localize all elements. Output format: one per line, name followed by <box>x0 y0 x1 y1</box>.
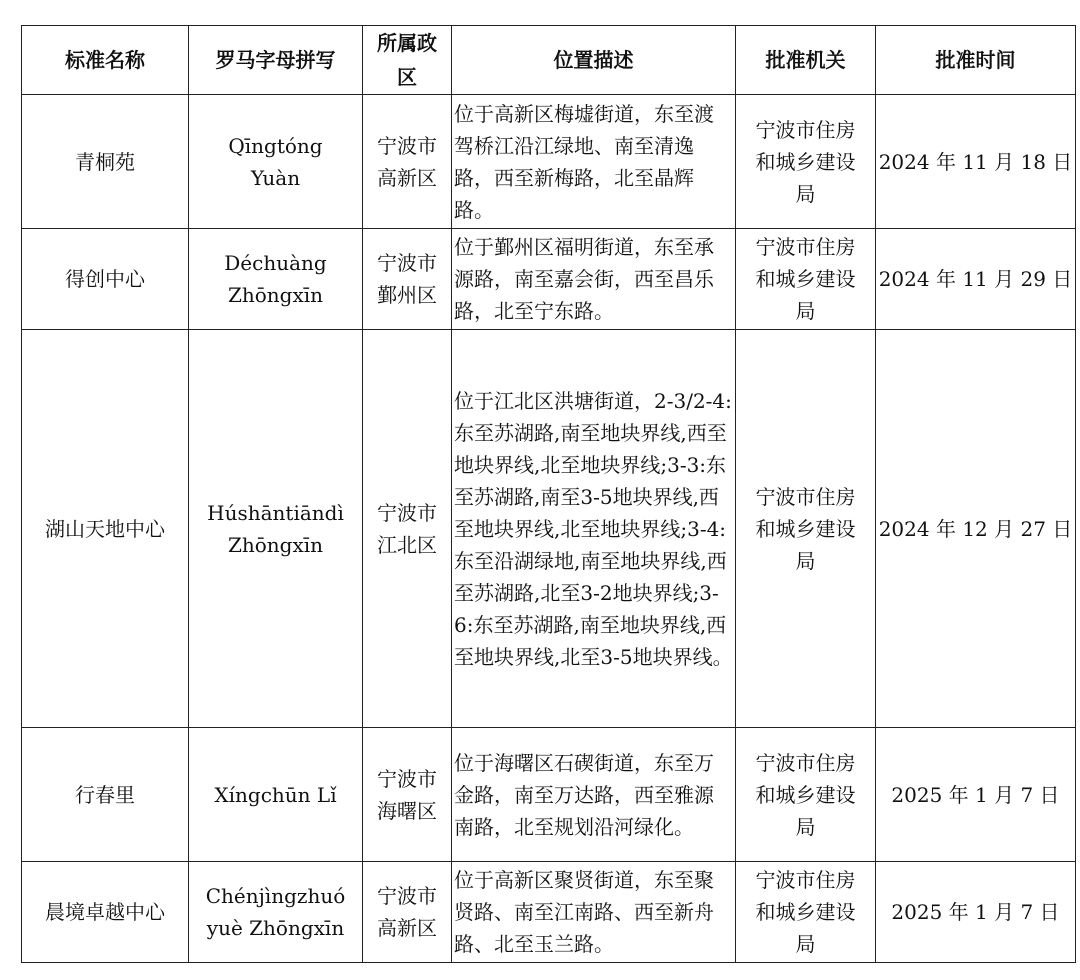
approval-date-cell: 2024 年 11 月 18 日 <box>876 95 1076 229</box>
standard-name-cell: 得创中心 <box>22 229 189 330</box>
district-cell <box>363 862 452 963</box>
authority-line: 和城乡建设 <box>755 782 856 807</box>
roman-line: Zhōngxīn <box>227 283 324 307</box>
district-line: 宁波市 <box>377 884 437 908</box>
location-description-cell: 位于高新区梅墟街道，东至渡驾桥江沿江绿地、南至清逸路，西至新梅路，北至晶辉路。 <box>452 95 736 229</box>
standard-name-cell: 行春里 <box>22 728 189 862</box>
roman-line: Xíngchūn Lǐ <box>214 782 337 807</box>
standard-name-cell: 湖山天地中心 <box>22 330 189 728</box>
roman-line: Yuàn <box>250 165 301 190</box>
table-row <box>22 229 1076 330</box>
approval-authority-cell <box>736 862 876 963</box>
authority-line: 宁波市住房 <box>755 750 856 775</box>
authority-line: 宁波市住房 <box>755 484 856 509</box>
approval-authority-cell <box>736 330 876 728</box>
header-roman-spelling: 罗马字母拼写 <box>189 26 363 95</box>
district-cell <box>363 330 452 728</box>
header-standard-name: 标准名称 <box>22 26 189 95</box>
approval-authority-cell <box>736 95 876 229</box>
authority-line: 局 <box>795 932 816 956</box>
location-description-cell: 位于鄞州区福明街道，东至承源路，南至嘉会街，西至昌乐路，北至宁东路。 <box>452 229 736 330</box>
roman-spelling-cell <box>189 330 363 728</box>
standard-name-cell: 青桐苑 <box>22 95 189 229</box>
district-line: 宁波市 <box>377 251 437 275</box>
district-line: 高新区 <box>377 165 437 190</box>
approval-date-cell: 2024 年 11 月 29 日 <box>876 229 1076 330</box>
header-district: 所属政区 <box>363 26 452 95</box>
standard-name-cell: 晨境卓越中心 <box>22 862 189 963</box>
authority-line: 局 <box>795 814 816 839</box>
roman-spelling-cell <box>189 95 363 229</box>
approval-date-cell: 2025 年 1 月 7 日 <box>876 728 1076 862</box>
header-approval-date: 批准时间 <box>876 26 1076 95</box>
table-row <box>22 862 1076 963</box>
location-description-cell: 位于江北区洪塘街道，2-3/2-4:东至苏湖路,南至地块界线,西至地块界线,北至地块界线;3-3:东至苏湖路,南至3-5地块界线,西至地块界线,北至地块界线;3-4:东至沿湖绿地,南至地块界线,西至苏湖路,北至3-2地块界线;3-6:东至苏湖路,南至地块界线,西至地块界线,北至3-5地块界线。 <box>452 330 736 728</box>
roman-line: Qīngtóng <box>228 133 323 158</box>
roman-line: Chénjìngzhuó <box>205 884 346 908</box>
approval-authority-cell <box>736 229 876 330</box>
approval-authority-cell <box>736 728 876 862</box>
roman-line: Déchuàng <box>224 251 327 275</box>
roman-spelling-cell <box>189 728 363 862</box>
roman-line: yuè Zhōngxīn <box>206 916 345 940</box>
district-line: 宁波市 <box>377 766 437 791</box>
authority-line: 宁波市住房 <box>755 235 856 259</box>
roman-spelling-cell <box>189 229 363 330</box>
authority-line: 宁波市住房 <box>755 868 856 892</box>
district-cell <box>363 95 452 229</box>
header-approval-authority: 批准机关 <box>736 26 876 95</box>
roman-line: Húshāntiāndì <box>207 500 344 525</box>
authority-line: 宁波市住房 <box>755 117 856 142</box>
district-line: 宁波市 <box>377 133 437 158</box>
table-row <box>22 728 1076 862</box>
roman-line: Zhōngxīn <box>227 532 324 557</box>
table-row <box>22 95 1076 229</box>
district-line: 海曙区 <box>377 798 437 823</box>
district-line: 江北区 <box>377 532 437 557</box>
authority-line: 和城乡建设 <box>755 149 856 174</box>
district-cell <box>363 728 452 862</box>
authority-line: 和城乡建设 <box>755 267 856 291</box>
roman-spelling-cell <box>189 862 363 963</box>
approval-date-cell: 2025 年 1 月 7 日 <box>876 862 1076 963</box>
approval-table <box>21 25 1076 963</box>
district-line: 高新区 <box>377 916 437 940</box>
district-line: 宁波市 <box>377 500 437 525</box>
district-cell <box>363 229 452 330</box>
location-description-cell: 位于高新区聚贤街道，东至聚贤路、南至江南路、西至新舟路、北至玉兰路。 <box>452 862 736 963</box>
header-row <box>22 26 1076 95</box>
authority-line: 和城乡建设 <box>755 900 856 924</box>
authority-line: 局 <box>795 548 816 573</box>
authority-line: 局 <box>795 299 816 323</box>
authority-line: 局 <box>795 181 816 206</box>
table-row <box>22 330 1076 728</box>
authority-line: 和城乡建设 <box>755 516 856 541</box>
district-line: 鄞州区 <box>377 283 437 307</box>
location-description-cell: 位于海曙区石碶街道，东至万金路，南至万达路，西至雅源南路，北至规划沿河绿化。 <box>452 728 736 862</box>
header-location-description: 位置描述 <box>452 26 736 95</box>
approval-date-cell: 2024 年 12 月 27 日 <box>876 330 1076 728</box>
